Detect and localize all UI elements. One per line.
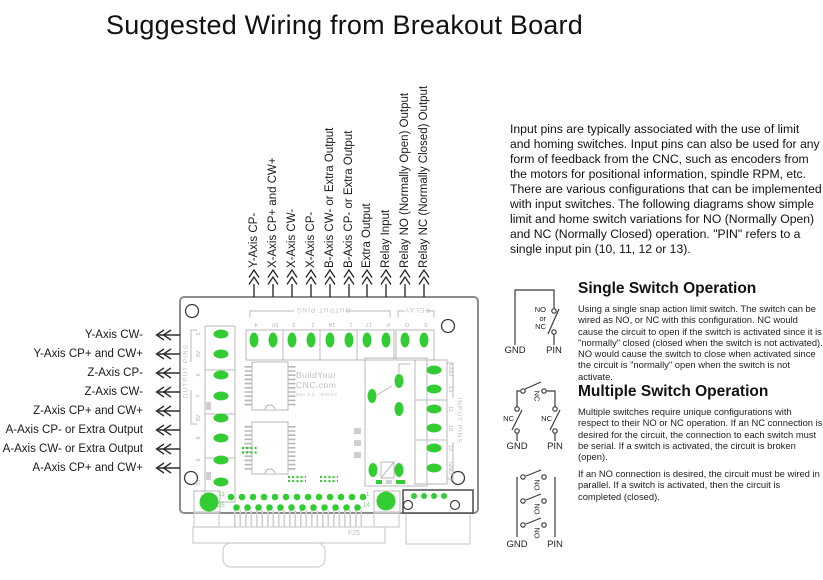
no-parallel-gnd-label: GND: [506, 539, 528, 550]
board-right-pin: 13: [447, 385, 453, 393]
left-pin-label: Z-Axis CP+ and CW+: [33, 405, 143, 417]
board-left-pin: 9: [196, 458, 202, 462]
top-pin-label: Extra Output: [361, 203, 373, 268]
top-arrows: [249, 270, 429, 297]
multiple-switch-body-1: Multiple switches require unique configurations with respect to their NO or NC operation. If an NC connection is desired for the circuit, the connection to each switch must be serial. If a switch is activated, the circuit is broken (open).: [578, 406, 823, 463]
board-top-pin: 17: [365, 321, 373, 327]
board-brand-rev: Rev 3.2 - 9/2013: [296, 392, 338, 397]
left-pin-label: Z-Axis CP-: [87, 367, 143, 379]
single-switch-nc-label: NC: [535, 322, 546, 331]
board-top-pin: 14: [328, 321, 336, 327]
board-left-pin: 6: [196, 373, 202, 377]
output-pins-left-label: OUTPUT PINS: [182, 343, 190, 399]
multiple-switch-body-2: If an NO connection is desired, the circuit must be wired in parallel. If a switch is activated, then the circuit is completed (closed).: [578, 468, 820, 502]
board-brand-line1: BuildYour: [296, 370, 337, 380]
top-pin-label: X-Axis CW-: [286, 208, 298, 268]
board-left-pin: 5V: [196, 350, 202, 358]
board-right-pin: GND: [447, 461, 453, 475]
single-switch-heading: Single Switch Operation: [578, 280, 757, 297]
db25-pin1-label: 1: [366, 492, 370, 498]
board-top-pin: 1: [349, 321, 353, 327]
left-pin-label: A-Axis CP- or Extra Output: [5, 424, 143, 436]
board-right-pin: 12: [447, 444, 453, 452]
board-brand-line2: CNC.com: [296, 379, 337, 390]
left-pin-label: Y-Axis CW-: [84, 329, 143, 341]
top-pin-label: B-Axis CP- or Extra Output: [343, 130, 355, 268]
top-pin-label: B-Axis CW- or Extra Output: [324, 127, 336, 268]
left-pin-label: Z-Axis CW-: [84, 386, 143, 398]
top-pin-label: Relay NC (Normally Closed) Output: [418, 85, 430, 268]
top-pin-label: X-Axis CP+ and CW+: [267, 157, 279, 268]
nc-serial-gnd-label: GND: [506, 441, 528, 452]
left-pin-label: Y-Axis CP+ and CW+: [33, 348, 143, 360]
top-pin-label: X-Axis CP-: [305, 211, 317, 268]
top-pin-label: Y-Axis CP-: [248, 212, 260, 268]
board-left-pin: 8: [196, 436, 202, 440]
board-top-pin: 3: [292, 321, 296, 327]
board-left-pin: 7: [196, 394, 202, 398]
db25-f25-label: F25: [348, 530, 361, 537]
board-left-pin: 5V: [196, 478, 202, 486]
board-left-pin: 5V: [196, 414, 202, 422]
board-top-pin: 4: [254, 321, 258, 327]
no-parallel-switch-label: NO: [532, 503, 542, 515]
input-pins-right-label: INPUT PINS: [455, 397, 463, 444]
single-switch-gnd-label: GND: [504, 345, 526, 356]
board-right-pin: 10: [447, 424, 453, 432]
left-pin-label: A-Axis CP+ and CW+: [32, 462, 143, 474]
db25-pin14-label: 14: [363, 503, 370, 509]
no-parallel-pin-label: PIN: [547, 539, 563, 550]
intro-paragraph: Input pins are typically associated with the use of limit and homing switches. Input pins can also be used for any form of feedback from the CNC, such as encoders from the motors for positional information, spindle RPM, etc. There are various configurations that can be implemented with input switches. The following diagrams show simple limit and home switch variations for NO (Normally Open) and NC (Normally Closed) operation. "PIN" refers to a single input pin (10, 11, 12 or 13).: [510, 122, 822, 256]
top-pin-label: Relay NO (Normally Open) Output: [399, 92, 411, 268]
multiple-switch-heading: Multiple Switch Operation: [578, 383, 769, 400]
no-parallel-switch-label: NO: [532, 479, 542, 491]
nc-serial-pin-label: PIN: [547, 441, 563, 452]
page-title: Suggested Wiring from Breakout Board: [106, 10, 583, 40]
single-switch-or-label: or: [539, 313, 546, 323]
board-left-pin: 5: [196, 332, 202, 336]
top-pin-label: Relay Input: [380, 209, 392, 268]
single-switch-body: Using a single snap action limit switch. The switch can be wired as NO, or NC with this configuration. NC would cause the circuit to open if the switch is activated since it is "normally" closed (closed when the switch is not activated). NO would cause the switch to close when activated since the circuit is "normally" open when the switch is not activate.: [578, 303, 823, 382]
db25-pin13-label: 13: [218, 492, 225, 498]
output-pins-top-label: OUTPUT PINS: [296, 306, 351, 313]
single-switch-pin-label: PIN: [546, 345, 562, 356]
single-switch-no-label: NO: [534, 305, 546, 314]
board-right-pin: GND: [447, 363, 453, 377]
no-parallel-switch-label: NO: [532, 527, 542, 539]
nc-serial-top-label: NC: [532, 390, 542, 402]
nc-serial-left-label: NC: [503, 414, 514, 423]
board-top-pin: O: [404, 321, 410, 327]
relay-top-label: RELAY: [404, 306, 430, 313]
left-arrows: [157, 330, 181, 473]
db25-pin25-label: 25: [218, 503, 225, 509]
board-top-pin: S: [424, 321, 428, 327]
board-top-pin: 2: [311, 321, 315, 327]
board-right-pin: 11: [447, 406, 453, 412]
board-top-pin: 5V: [271, 321, 279, 327]
left-pin-label: A-Axis CW- or Extra Output: [2, 443, 143, 455]
nc-serial-right-label: NC: [541, 414, 552, 423]
board-top-pin: P: [386, 321, 390, 327]
db25-connector-outline: [193, 513, 470, 567]
breakout-board-graphic: [180, 297, 478, 567]
